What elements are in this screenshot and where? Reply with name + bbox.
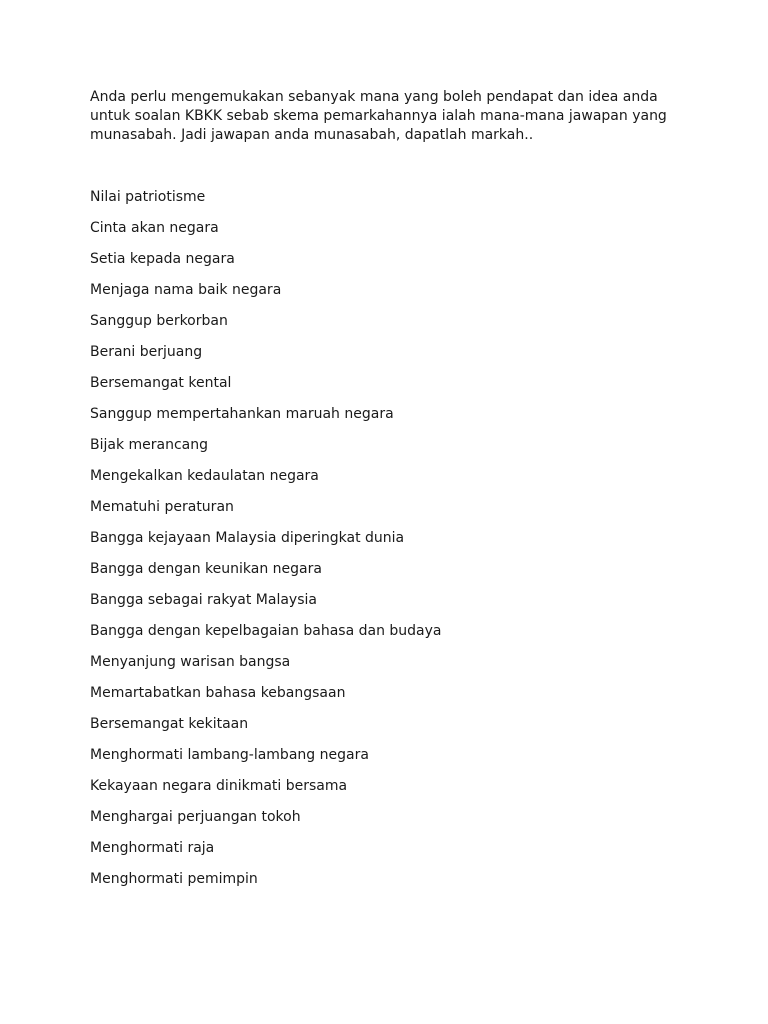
values-list [90, 186, 441, 899]
list-item: Menjaga nama baik negara [90, 282, 282, 298]
list-item: Bangga kejayaan Malaysia diperingkat dunia [90, 530, 405, 546]
list-item: Berani berjuang [90, 344, 203, 360]
list-item: Menghormati raja [90, 840, 215, 856]
list-item: Setia kepada negara [90, 251, 235, 267]
list-item: Memartabatkan bahasa kebangsaan [90, 685, 346, 701]
list-item: Menghormati lambang-lambang negara [90, 747, 369, 763]
list-item: Bangga sebagai rakyat Malaysia [90, 592, 317, 608]
list-item: Bijak merancang [90, 437, 209, 453]
list-item: Bersemangat kental [90, 375, 232, 391]
list-item: Kekayaan negara dinikmati bersama [90, 778, 348, 794]
list-item: Nilai patriotisme [90, 189, 206, 205]
list-item: Sanggup mempertahankan maruah negara [90, 406, 394, 422]
list-item: Menghargai perjuangan tokoh [90, 809, 301, 825]
list-item: Mematuhi peraturan [90, 499, 234, 515]
list-item: Cinta akan negara [90, 220, 219, 236]
list-item: Bangga dengan keunikan negara [90, 561, 322, 577]
list-item: Menghormati pemimpin [90, 871, 258, 887]
list-item: Menyanjung warisan bangsa [90, 654, 291, 670]
list-item: Sanggup berkorban [90, 313, 228, 329]
list-item: Bersemangat kekitaan [90, 716, 249, 732]
intro-paragraph: Anda perlu mengemukakan sebanyak mana yang boleh pendapat dan idea anda untuk soalan KBKK sebab skema pemarkahannya ialah mana-mana jawapan yang munasabah. Jadi jawapan anda munasabah, dapatlah markah.. [90, 89, 667, 143]
list-item: Mengekalkan kedaulatan negara [90, 468, 319, 484]
list-item: Bangga dengan kepelbagaian bahasa dan budaya [90, 623, 442, 639]
